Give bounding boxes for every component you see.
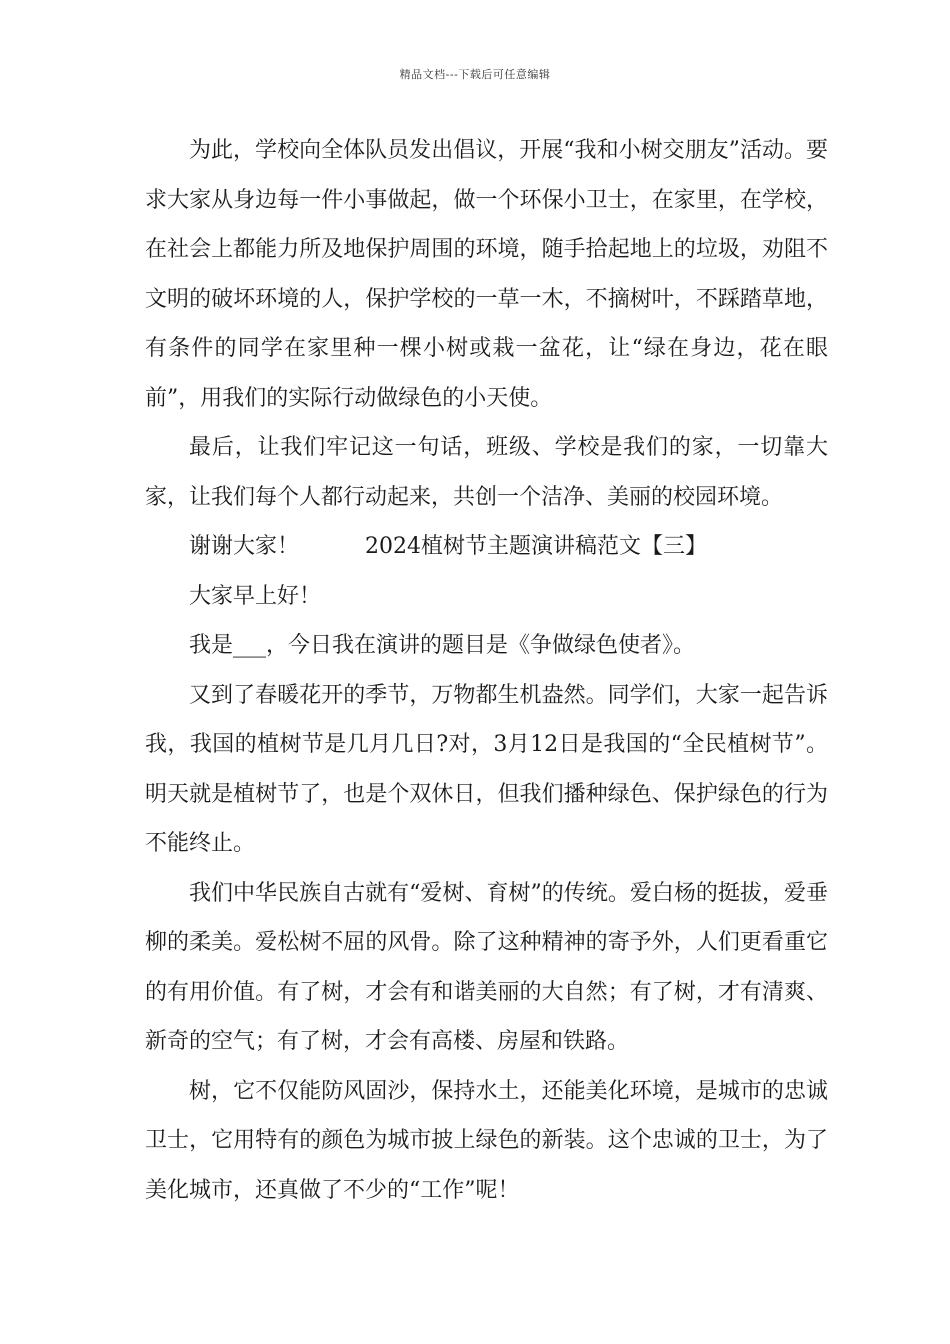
paragraph: 我们中华民族自古就有“爱树、育树”的传统。爱白杨的挺拔，爱垂柳的柔美。爱松树不屈的风骨。除了这种精神的寄予外，人们更看重它的有用价值。有了树，才会有和谐美丽的大自然；有了树，才有清爽、新奇的空气；有了树，才会有高楼、房屋和铁路。 (145, 880, 828, 1054)
closing-line (145, 522, 828, 572)
greeting: 大家早上好！ (189, 583, 322, 609)
paragraph: 最后，让我们牢记这一句话，班级、学校是我们的家，一切靠大家，让我们每个人都行动起来，共创一个洁净、美丽的校园环境。 (145, 435, 828, 510)
paragraph: 又到了春暖花开的季节，万物都生机盎然。同学们，大家一起告诉我，我国的植树节是几月几日?对，3月12日是我国的“全民植树节”。明天就是植树节了，也是个双休日，但我们播种绿色、保护绿色的行为不能终止。 (145, 682, 828, 856)
paragraph: 树，它不仅能防风固沙，保持水土，还能美化环境，是城市的忠诚卫士，它用特有的颜色为城市披上绿色的新装。这个忠诚的卫士，为了美化城市，还真做了不少的“工作”呢！ (145, 1078, 828, 1203)
page-header: 精品文档---下载后可任意编辑 (399, 68, 551, 81)
thanks-text: 谢谢大家！ (189, 534, 300, 559)
section-heading: 2024植树节主题演讲稿范文【三】 (365, 534, 708, 559)
intro-line: 我是___，今日我在演讲的题目是《争做绿色使者》。 (189, 633, 696, 658)
document-body (145, 126, 828, 1215)
paragraph: 为此，学校向全体队员发出倡议，开展“我和小树交朋友”活动。要求大家从身边每一件小事做起，做一个环保小卫士，在家里，在学校，在社会上都能力所及地保护周围的环境，随手拾起地上的垃圾，劝阻不文明的破坏环境的人，保护学校的一草一木，不摘树叶，不踩踏草地，有条件的同学在家里种一棵小树或栽一盆花，让“绿在身边，花在眼前”，用我们的实际行动做绿色的小天使。 (145, 138, 828, 411)
